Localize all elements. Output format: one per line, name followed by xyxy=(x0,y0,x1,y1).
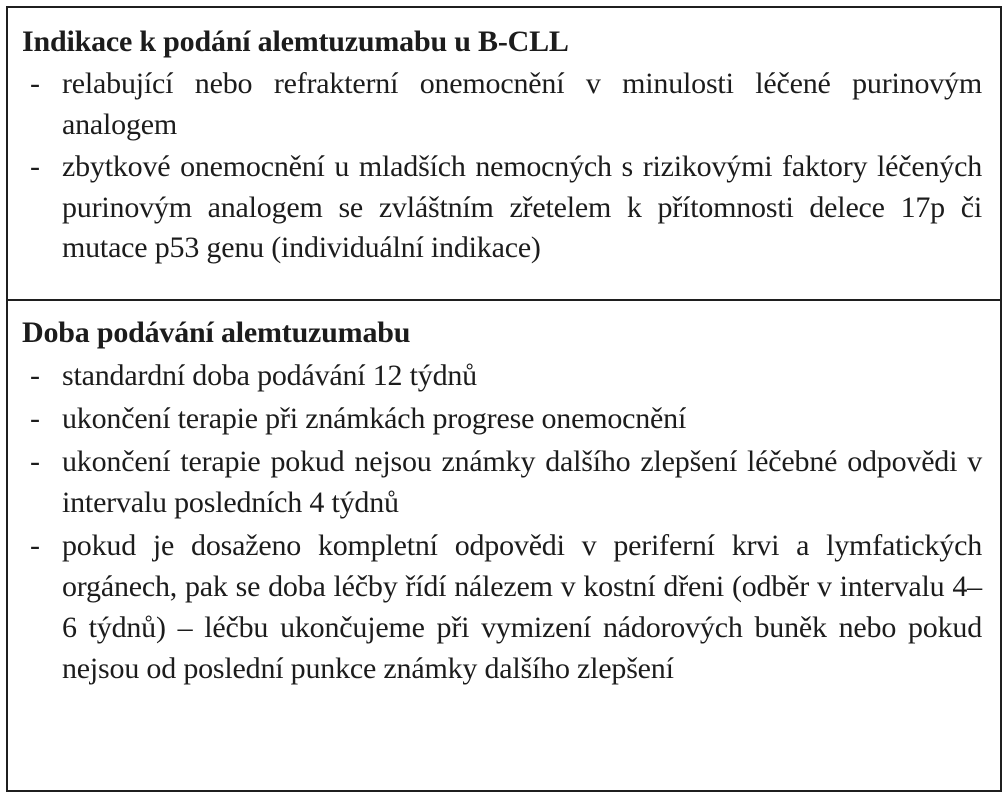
list-item-text: pokud je dosaženo kompletní odpovědi v periferní krvi a lymfatických orgánech, pak se doba léčby řídí nálezem v kostní dřeni (odběr v intervalu 4–6 týdnů) – léčbu ukončujeme při vymizení nádorových buněk nebo pokud nejsou od poslední punkce známky dalšího zlepšení xyxy=(62,529,982,685)
bullet-dash: - xyxy=(30,402,40,435)
section-duration xyxy=(8,301,1000,689)
list-item xyxy=(22,398,982,439)
section-heading-indications: Indikace k podání alemtuzumabu u B-CLL xyxy=(22,25,569,58)
list-item xyxy=(22,441,982,523)
list-item-text: ukončení terapie při známkách progrese onemocnění xyxy=(62,402,687,435)
bullet-dash: - xyxy=(30,359,40,392)
list-item-text: standardní doba podávání 12 týdnů xyxy=(62,359,477,392)
list-item xyxy=(22,147,982,269)
bullet-dash: - xyxy=(30,67,40,100)
list-item xyxy=(22,64,982,145)
list-item-text: relabující nebo refrakterní onemocnění v minulosti léčené purinovým analogem xyxy=(62,67,982,141)
list-item-text: zbytkové onemocnění u mladších nemocných s rizikovými faktory léčených purinovým analogem se zvláštním zřetelem k přítomnosti delece 17p či mutace p53 genu (individuální indikace) xyxy=(62,150,982,264)
duration-list xyxy=(22,355,982,689)
section-heading-duration: Doba podávání alemtuzumabu xyxy=(22,316,411,349)
list-item-text: ukončení terapie pokud nejsou známky dalšího zlepšení léčebné odpovědi v intervalu posledních 4 týdnů xyxy=(62,445,982,519)
indications-list xyxy=(22,64,982,269)
bullet-dash: - xyxy=(30,445,40,478)
list-item xyxy=(22,525,982,689)
bullet-dash: - xyxy=(30,529,40,562)
section-indications xyxy=(8,8,1000,301)
list-item xyxy=(22,355,982,396)
bullet-dash: - xyxy=(30,150,40,183)
indications-table xyxy=(6,6,1002,792)
